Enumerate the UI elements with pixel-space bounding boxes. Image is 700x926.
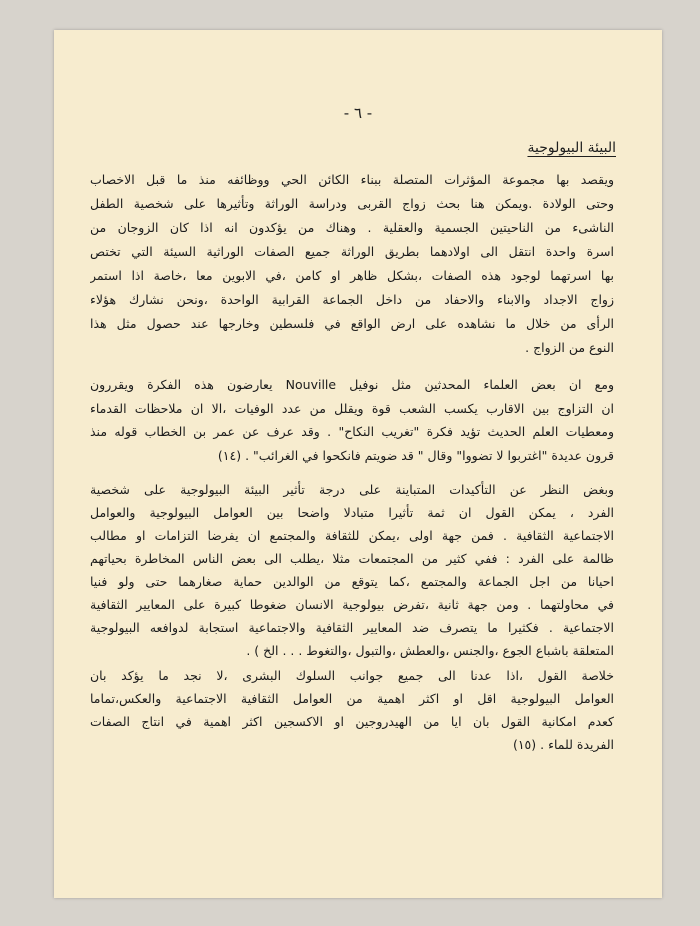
text-line: الناشىء من الناحيتين الجسمية والعقلية . وهناك من يؤكدون انه اذا كان الزوجان من [90, 220, 614, 235]
text-line: اسرة واحدة انتقل الى اولادهما بطريق الوراثة جميع الصفات الوراثية السيئة التي تختص [90, 244, 614, 259]
paragraph-2 [90, 373, 614, 467]
text-line: ان التزاوج بين الاقارب يكسب الشعب قوة ويقلل من عدد الوفيات ،الا ان ملاحظات القدماء [90, 400, 614, 416]
text-line: العوامل البيولوجية اقل او اكثر اهمية من العوامل الثقافية الاجتماعية والعكس،تماما [90, 691, 614, 706]
paragraph-3 [90, 478, 614, 662]
text-line: قرون عديدة "اغتربوا لا تضووا" وقال " قد ضويتم فانكحوا في الغرائب" . (١٤) [217, 447, 614, 463]
page-number: - ٦ - [343, 104, 373, 122]
text-line: في محاولتهما . ومن جهة ثانية ،تفرض بيولوجية الانسان ضغوطا كبيرة على المعايير الثقافية [90, 597, 614, 612]
paragraph-4 [90, 664, 614, 756]
text-line: ويقصد بها مجموعة المؤثرات المتصلة ببناء الكائن الحي ووظائفه منذ ما قبل الاخصاب [90, 172, 614, 187]
text-line: خلاصة القول ،اذا عدنا الى جميع جوانب السلوك البشرى ،لا نجد ما يؤكد بان [90, 668, 614, 683]
text-line: المتعلقة باشباع الجوع ،والجنس ،والعطش ،والتبول ،والتغوط . . . الخ ) . [246, 643, 614, 658]
text-line: وحتى الولادة .ويمكن هنا بحث زواج القربى ودراسة الوراثة وتأثيرها على شخصية الطفل [90, 196, 614, 211]
document-page [54, 30, 662, 898]
text-line: الفرد ، يمكن القول ان ثمة تأثيرا متبادلا واضحا بين العوامل البيولوجية والعوامل [90, 505, 614, 520]
text-line: وبغض النظر عن التأكيدات المتباينة على درجة تأثير البيئة البيولوجية على شخصية [90, 482, 614, 497]
text-line: احيانا من اجل الجماعة والمجتمع ،كما يتوقع من الوالدين حماية صغارهما حتى ولو فنيا [90, 574, 614, 589]
text-line: زواج الاجداد والابناء والاحفاد من داخل الجماعة القرابية الواحدة ،ونحن نشارك هؤلاء [90, 292, 614, 307]
text-line: الاجتماعية . فكثيرا ما يتصرف ضد المعايير الثقافية والاجتماعية استجابة لدوافعه البيولوجية [90, 620, 614, 635]
text-line: كعدم امكانية القول بان ايا من الهيدروجين او الاكسجين اكثر اهمية في انتاج الصفات [90, 714, 614, 729]
text-line: ومع ان بعض العلماء المحدثين مثل نوفيل Nouville يعارضون هذه الفكرة ويقررون [90, 377, 614, 392]
text-line: النوع من الزواج . [525, 340, 614, 355]
text-line: الاجتماعية الثقافية . فمن جهة اولى ،يمكن للثقافة والمجتمع ان يفرضا التزامات او مطالب [90, 528, 614, 543]
text-line: بها اسرتهما لوجود هذه الصفات ،بشكل ظاهر او كامن ،في الابوين معا ،خاصة اذا استمر [90, 268, 614, 283]
text-line: الفريدة للماء . (١٥) [512, 737, 614, 752]
paragraph-1 [90, 168, 614, 360]
text-line: ظالمة على الفرد : ففي كثير من المجتمعات مثلا ،يطلب الى بعض الناس المخاطرة بحياتهم [90, 551, 614, 566]
text-line: ومعطيات العلم الحديث تؤيد فكرة "تغريب النكاح" . وقد عرف عن عمر بن الخطاب قوله منذ [90, 424, 614, 439]
text-line: الرأى من خلال ما نشاهده على ارض الواقع في فلسطين وخارجها عند حصول مثل هذا [90, 316, 614, 331]
section-heading: البيئة البيولوجية [527, 140, 616, 156]
